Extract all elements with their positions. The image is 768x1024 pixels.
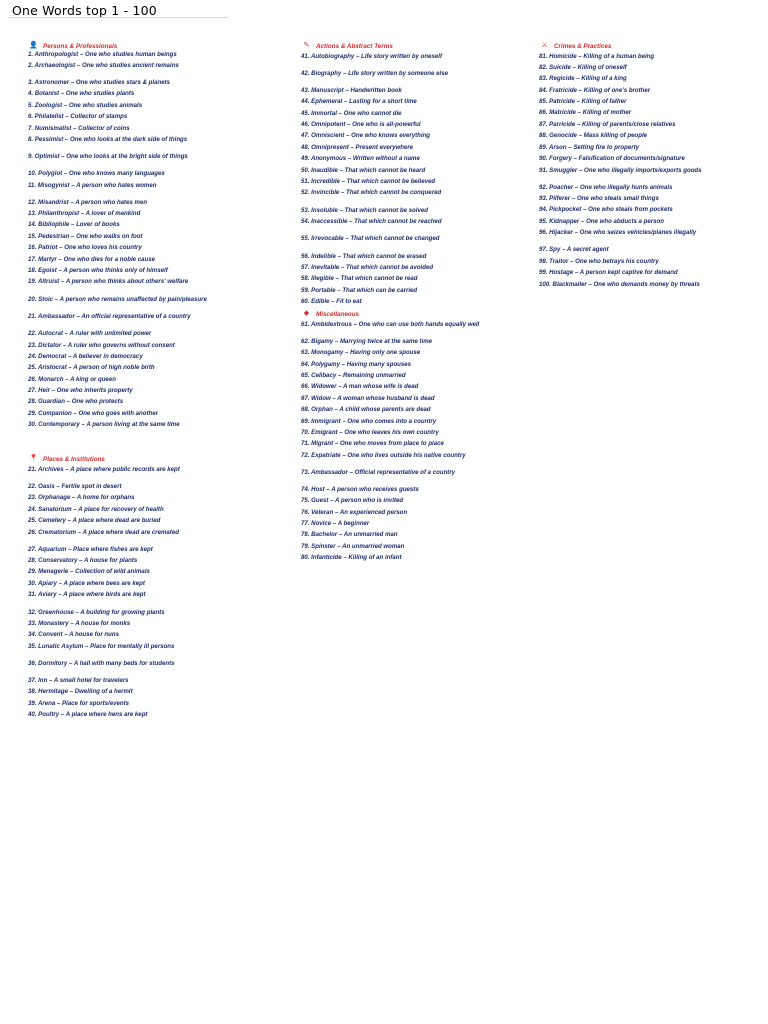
- list-item: 32. Greenhouse – A building for growing plants: [28, 609, 165, 616]
- list-item: 22. Autocrat – A ruler with unlimited power: [28, 330, 152, 337]
- list-item: 21. Ambassador – An official representative of a country: [28, 313, 191, 320]
- list-item: 25. Cemetery – A place where dead are buried: [28, 517, 161, 524]
- list-item: 26. Crematorium – A place where dead are cremated: [28, 529, 179, 536]
- list-item: 82. Suicide – Killing of oneself: [539, 64, 627, 71]
- list-item: 90. Forgery – Falsification of documents/signature: [539, 155, 685, 162]
- list-item: 30. Contemporary – A person living at the same time: [28, 421, 180, 428]
- list-item: 34. Convent – A house for nuns: [28, 631, 119, 638]
- pencil-icon: ✎: [303, 42, 310, 49]
- person-icon: 👤: [29, 42, 38, 49]
- list-item: 52. Invincible – That which cannot be conquered: [301, 189, 442, 196]
- list-item: 62. Bigamy – Marrying twice at the same time: [301, 338, 433, 345]
- list-item: 48. Omnipresent – Present everywhere: [301, 144, 414, 151]
- list-item: 43. Manuscript – Handwritten book: [301, 87, 402, 94]
- list-item: 94. Pickpocket – One who steals from pockets: [539, 206, 673, 213]
- list-item: 92. Poacher – One who illegally hunts animals: [539, 184, 673, 191]
- section-heading: [28, 455, 105, 463]
- list-item: 12. Misandrist – A person who hates men: [28, 199, 148, 206]
- list-item: 10. Polyglot – One who knows many languages: [28, 170, 165, 177]
- list-item: 27. Heir – One who inherits property: [28, 387, 133, 394]
- list-item: 66. Widower – A man whose wife is dead: [301, 383, 419, 390]
- list-item: 47. Omniscient – One who knows everything: [301, 132, 431, 139]
- list-item: 78. Bachelor – An unmarried man: [301, 531, 398, 538]
- list-item: 40. Poultry – A place where hens are kept: [28, 711, 148, 718]
- list-item: 71. Migrant – One who moves from place to place: [301, 440, 444, 447]
- list-item: 24. Sanatorium – A place for recovery of health: [28, 506, 164, 513]
- list-item: 54. Inaccessible – That which cannot be reached: [301, 218, 442, 225]
- list-item: 33. Monastery – A house for monks: [28, 620, 131, 627]
- list-item: 38. Hermitage – Dwelling of a hermit: [28, 688, 133, 695]
- list-item: 69. Immigrant – One who comes into a country: [301, 418, 437, 425]
- crossed-swords-icon: ⚔: [541, 42, 548, 49]
- list-item: 25. Aristocrat – A person of high noble birth: [28, 364, 155, 371]
- list-item: 89. Arson – Setting fire to property: [539, 144, 639, 151]
- list-item: 6. Philatelist – Collector of stamps: [28, 113, 128, 120]
- list-item: 55. Irrevocable – That which cannot be changed: [301, 235, 440, 242]
- list-item: 80. Infanticide – Killing of an infant: [301, 554, 402, 561]
- list-item: 1. Anthropologist – One who studies human beings: [28, 51, 177, 58]
- list-item: 68. Orphan – A child whose parents are dead: [301, 406, 431, 413]
- list-item: 59. Portable – That which can be carried: [301, 287, 418, 294]
- list-item: 65. Celibacy – Remaining unmarried: [301, 372, 406, 379]
- list-item: 74. Host – A person who receives guests: [301, 486, 419, 493]
- list-item: 57. Inevitable – That which cannot be avoided: [301, 264, 434, 271]
- list-item: 24. Democrat – A believer in democracy: [28, 353, 143, 360]
- section-heading: [539, 42, 611, 50]
- list-item: 21. Archives – A place where public records are kept: [28, 466, 180, 473]
- list-item: 75. Guest – A person who is invited: [301, 497, 404, 504]
- list-item: 4. Botanist – One who studies plants: [28, 90, 135, 97]
- list-item: 83. Regicide – Killing of a king: [539, 75, 627, 82]
- list-item: 2. Archaeologist – One who studies ancient remains: [28, 62, 179, 69]
- list-item: 8. Pessimist – One who looks at the dark side of things: [28, 136, 188, 143]
- list-item: 96. Hijacker – One who seizes vehicles/planes illegally: [539, 229, 697, 236]
- list-item: 93. Pilferer – One who steals small things: [539, 195, 659, 202]
- list-item: 16. Patriot – One who loves his country: [28, 244, 142, 251]
- list-item: 99. Hostage – A person kept captive for demand: [539, 269, 678, 276]
- section-heading-label: Places & Institutions: [43, 455, 105, 463]
- list-item: 77. Novice – A beginner: [301, 520, 370, 527]
- list-item: 91. Smuggler – One who illegally imports/exports goods: [539, 167, 702, 174]
- section-heading: [301, 42, 393, 50]
- list-item: 51. Incredible – That which cannot be believed: [301, 178, 436, 185]
- list-item: 70. Emigrant – One who leaves his own country: [301, 429, 439, 436]
- list-item: 23. Dictator – A ruler who governs without consent: [28, 342, 175, 349]
- list-item: 19. Altruist – A person who thinks about others' welfare: [28, 278, 189, 285]
- list-item: 18. Egoist – A person who thinks only of himself: [28, 267, 168, 274]
- list-item: 9. Optimist – One who looks at the bright side of things: [28, 153, 188, 160]
- list-item: 27. Aquarium – Place where fishes are kept: [28, 546, 153, 553]
- list-item: 97. Spy – A secret agent: [539, 246, 609, 253]
- section-heading-label: Actions & Abstract Terms: [316, 42, 393, 50]
- list-item: 29. Menagerie – Collection of wild animals: [28, 568, 150, 575]
- list-item: 88. Genocide – Mass killing of people: [539, 132, 648, 139]
- list-item: 26. Monarch – A king or queen: [28, 376, 116, 383]
- list-item: 58. Illegible – That which cannot be read: [301, 275, 418, 282]
- list-item: 22. Oasis – Fertile spot in desert: [28, 483, 122, 490]
- list-item: 60. Edible – Fit to eat: [301, 298, 362, 305]
- list-item: 28. Conservatory – A house for plants: [28, 557, 138, 564]
- list-item: 13. Philanthropist – A lover of mankind: [28, 210, 141, 217]
- title-underline: [8, 17, 228, 18]
- list-item: 87. Parricide – Killing of parents/close relatives: [539, 121, 676, 128]
- list-item: 61. Ambidextrous – One who can use both hands equally well: [301, 321, 480, 328]
- list-item: 35. Lunatic Asylum – Place for mentally ill persons: [28, 643, 175, 650]
- list-item: 50. Inaudible – That which cannot be heard: [301, 167, 426, 174]
- list-item: 84. Fratricide – Killing of one's brother: [539, 87, 651, 94]
- list-item: 76. Veteran – An experienced person: [301, 509, 408, 516]
- list-item: 53. Insoluble – That which cannot be solved: [301, 207, 428, 214]
- list-item: 5. Zoologist – One who studies animals: [28, 102, 143, 109]
- list-item: 56. Indelible – That which cannot be erased: [301, 253, 427, 260]
- list-item: 81. Homicide – Killing of a human being: [539, 53, 655, 60]
- list-item: 85. Patricide – Killing of father: [539, 98, 627, 105]
- list-item: 3. Astronomer – One who studies stars & planets: [28, 79, 170, 86]
- list-item: 86. Matricide – Killing of mother: [539, 109, 632, 116]
- list-item: 67. Widow – A woman whose husband is dead: [301, 395, 435, 402]
- list-item: 30. Apiary – A place where bees are kept: [28, 580, 145, 587]
- location-pin-icon: 📍: [29, 455, 38, 462]
- list-item: 31. Aviary – A place where birds are kept: [28, 591, 146, 598]
- list-item: 15. Pedestrian – One who walks on foot: [28, 233, 143, 240]
- section-heading-label: Crimes & Practices: [554, 42, 612, 50]
- list-item: 73. Ambassador – Official representative of a country: [301, 469, 456, 476]
- list-item: 17. Martyr – One who dies for a noble cause: [28, 256, 155, 263]
- list-item: 64. Polygamy – Having many spouses: [301, 361, 412, 368]
- list-item: 36. Dormitory – A hall with many beds for students: [28, 660, 175, 667]
- list-item: 44. Ephemeral – Lasting for a short time: [301, 98, 417, 105]
- list-item: 14. Bibliophile – Lover of books: [28, 221, 120, 228]
- list-item: 49. Anonymous – Written without a name: [301, 155, 420, 162]
- section-heading: [301, 310, 359, 318]
- list-item: 11. Misogynist – A person who hates women: [28, 182, 157, 189]
- list-item: 95. Kidnapper – One who abducts a person: [539, 218, 664, 225]
- list-item: 23. Orphanage – A home for orphans: [28, 494, 135, 501]
- list-item: 98. Traitor – One who betrays his country: [539, 258, 659, 265]
- list-item: 28. Guardian – One who protects: [28, 398, 124, 405]
- list-item: 37. Inn – A small hotel for travelers: [28, 677, 129, 684]
- list-item: 79. Spinster – An unmarried woman: [301, 543, 405, 550]
- list-item: 46. Omnipotent – One who is all-powerful: [301, 121, 421, 128]
- list-item: 100. Blackmailer – One who demands money by threats: [539, 281, 700, 288]
- list-item: 72. Expatriate – One who lives outside his native country: [301, 452, 466, 459]
- list-item: 42. Biography – Life story written by someone else: [301, 70, 448, 77]
- list-item: 39. Arena – Place for sports/events: [28, 700, 130, 707]
- section-heading: [28, 42, 117, 50]
- list-item: 7. Numismatist – Collector of coins: [28, 125, 130, 132]
- list-item: 63. Monogamy – Having only one spouse: [301, 349, 421, 356]
- page-title: One Words top 1 - 100: [12, 3, 157, 18]
- section-heading-label: Miscellaneous: [316, 310, 360, 318]
- list-item: 45. Immortal – One who cannot die: [301, 110, 402, 117]
- list-item: 41. Autobiography – Life story written by oneself: [301, 53, 442, 60]
- section-heading-label: Persons & Professionals: [43, 42, 118, 50]
- list-item: 29. Companion – One who goes with another: [28, 410, 159, 417]
- list-item: 20. Stoic – A person who remains unaffected by pain/pleasure: [28, 296, 207, 303]
- shapes-icon: ◆: [303, 310, 310, 317]
